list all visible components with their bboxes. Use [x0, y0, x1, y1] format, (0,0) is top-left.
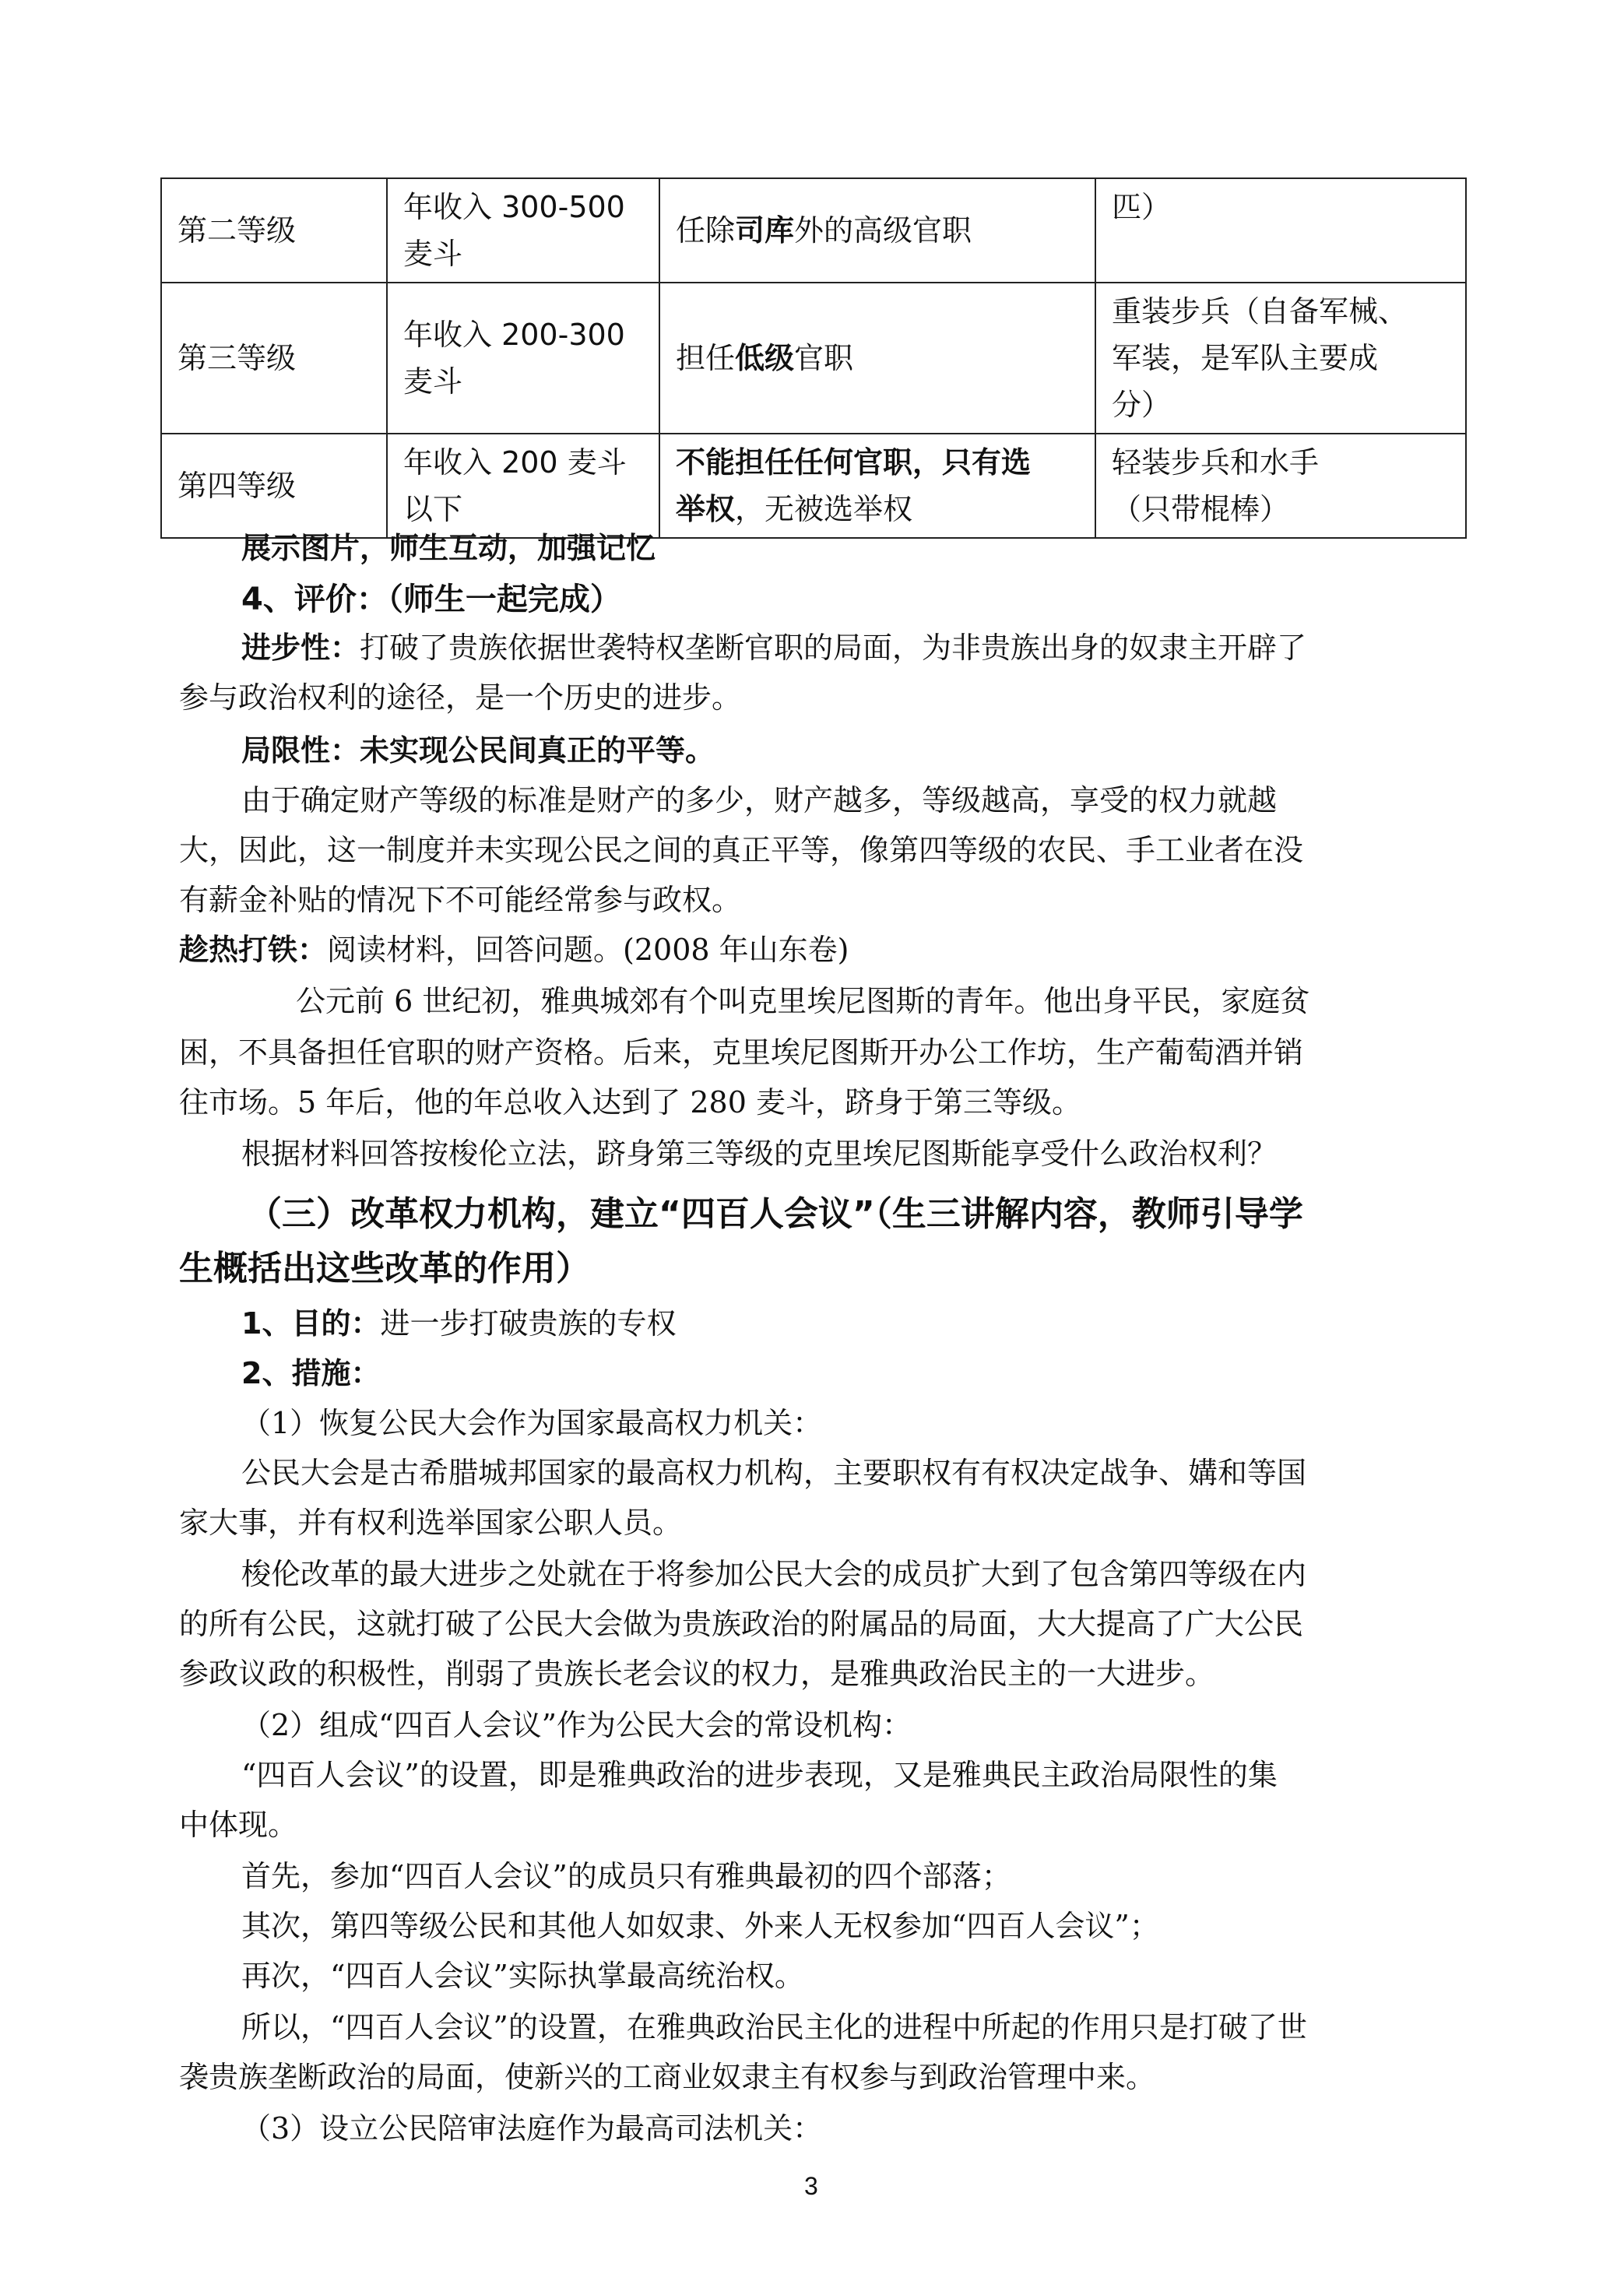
grade-cell: 第三等级 — [161, 283, 387, 434]
conclusion-para-2: 袭贵族垄断政治的局面，使新兴的工商业奴隶主有权参与到政治管理中来。 — [179, 2060, 1156, 2094]
measure-2-heading: （2）组成“四百人会议”作为公民大会的常设机构： — [241, 1708, 912, 1742]
measure-2-para-1: “四百人会议”的设置，即是雅典政治的进步表现，又是雅典民主政治局限性的集 — [241, 1758, 1278, 1792]
section-three-heading-1: （三）改革权力机构，建立“四百人会议”（生三讲解内容，教师引导学 — [248, 1194, 1303, 1234]
measure-1-para-1: 公民大会是古希腊城邦国家的最高权力机构，主要职权有有权决定战争、媾和等国 — [241, 1456, 1307, 1490]
income-cell: 年收入 300-500 麦斗 — [387, 178, 659, 283]
evaluation-heading: 4、评价：（师生一起完成） — [241, 582, 621, 617]
second-point: 其次，第四等级公民和其他人如奴隶、外来人无权参加“四百人会议”； — [241, 1909, 1159, 1943]
measure-3-heading: （3）设立公民陪审法庭作为最高司法机关： — [241, 2111, 823, 2146]
rights-cell: 担任低级官职 — [659, 283, 1095, 434]
measure-1-para-2: 家大事，并有权利选举国家公职人员。 — [179, 1506, 683, 1540]
material-para-1: 公元前 6 世纪初，雅典城郊有个叫克里埃尼图斯的青年。他出身平民，家庭贫 — [296, 984, 1310, 1018]
military-cell: 重装步兵（自备军械、 军装，是军队主要成 分） — [1095, 283, 1466, 434]
limitation-para-3: 有薪金补贴的情况下不可能经常参与政权。 — [179, 883, 742, 917]
grade-cell: 第四等级 — [161, 434, 387, 538]
material-para-3: 往市场。5 年后，他的年总收入达到了 280 麦斗，跻身于第三等级。 — [179, 1085, 1081, 1119]
question-line: 根据材料回答按梭伦立法，跻身第三等级的克里埃尼图斯能享受什么政治权利？ — [241, 1137, 1278, 1171]
limitation-para-2: 大，因此，这一制度并未实现公民之间的真正平等，像第四等级的农民、手工业者在没 — [179, 833, 1304, 867]
income-cell: 年收入 200-300 麦斗 — [387, 283, 659, 434]
measure-1-para-3: 梭伦改革的最大进步之处就在于将参加公民大会的成员扩大到了包含第四等级在内 — [241, 1557, 1307, 1591]
limitation-heading: 局限性：未实现公民间真正的平等。 — [241, 733, 715, 768]
table-row — [161, 178, 1466, 283]
measure-1-heading: （1）恢复公民大会作为国家最高权力机关： — [241, 1406, 823, 1440]
progress-line-1: 进步性：打破了贵族依据世袭特权垄断官职的局面，为非贵族出身的奴隶主开辟了 — [241, 631, 1307, 665]
section-three-heading-2: 生概括出这些改革的作用） — [179, 1249, 590, 1288]
exercise-line: 趁热打铁：阅读材料，回答问题。(2008 年山东卷) — [179, 933, 849, 967]
progress-line-2: 参与政治权利的途径，是一个历史的进步。 — [179, 680, 742, 715]
limitation-para-1: 由于确定财产等级的标准是财产的多少，财产越多，等级越高，享受的权力就越 — [241, 783, 1278, 817]
third-point: 再次，“四百人会议”实际执掌最高统治权。 — [241, 1959, 804, 1993]
military-cell: 匹） — [1095, 178, 1466, 283]
military-cell: 轻装步兵和水手 （只带棍棒） — [1095, 434, 1466, 538]
page-number: 3 — [804, 2172, 818, 2200]
measures-heading: 2、措施： — [241, 1356, 381, 1390]
property-grade-table — [160, 177, 1467, 539]
table-row — [161, 434, 1466, 538]
table-row — [161, 283, 1466, 434]
purpose-line: 1、目的：进一步打破贵族的专权 — [241, 1306, 677, 1341]
conclusion-para-1: 所以，“四百人会议”的设置，在雅典政治民主化的进程中所起的作用只是打破了世 — [241, 2010, 1307, 2044]
measure-1-para-4: 的所有公民，这就打破了公民大会做为贵族政治的附属品的局面，大大提高了广大公民 — [179, 1607, 1304, 1641]
measure-1-para-5: 参政议政的积极性，削弱了贵族长老会议的权力，是雅典政治民主的一大进步。 — [179, 1657, 1215, 1691]
show-pictures-line: 展示图片，师生互动，加强记忆 — [241, 531, 656, 565]
rights-cell: 任除司库外的高级官职 — [659, 178, 1095, 283]
grade-cell: 第二等级 — [161, 178, 387, 283]
first-point: 首先，参加“四百人会议”的成员只有雅典最初的四个部落； — [241, 1859, 1011, 1893]
measure-2-para-2: 中体现。 — [179, 1808, 298, 1842]
rights-cell: 不能担任任何官职，只有选 举权，无被选举权 — [659, 434, 1095, 538]
income-cell: 年收入 200 麦斗 以下 — [387, 434, 659, 538]
material-para-2: 困，不具备担任官职的财产资格。后来，克里埃尼图斯开办公工作坊，生产葡萄酒并销 — [179, 1035, 1304, 1070]
